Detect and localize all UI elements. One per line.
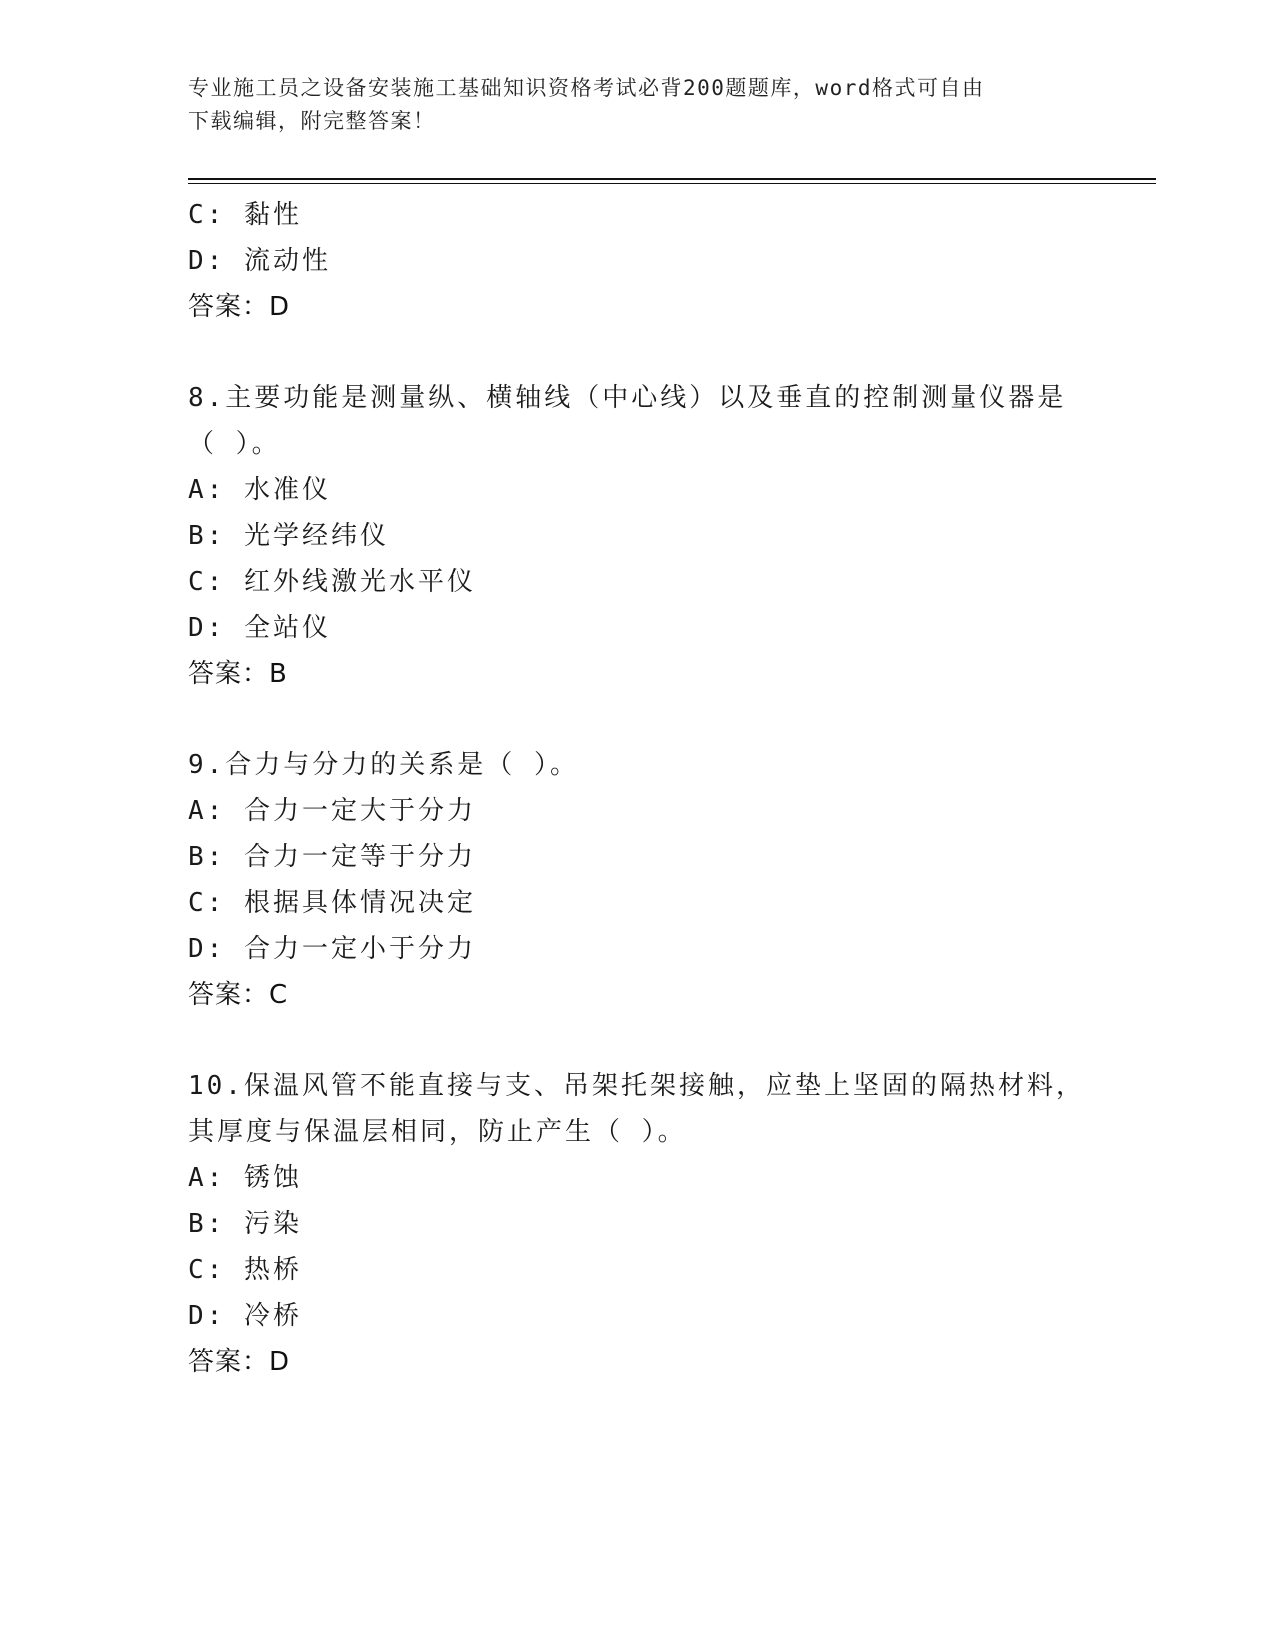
question-10: [188, 1063, 1088, 1385]
header-divider-thin: [188, 183, 1156, 184]
question-stem-line: 其厚度与保温层相同，防止产生（ ）。: [188, 1117, 687, 1147]
question-stem-line: 9.合力与分力的关系是（ ）。: [188, 750, 579, 780]
option-d: D: 冷桥: [188, 1301, 302, 1331]
option-d: D: 合力一定小于分力: [188, 934, 476, 964]
option-d: D: 流动性: [188, 246, 331, 276]
answer-line: 答案：B: [188, 659, 288, 689]
header-title-line-2: 下载编辑，附完整答案！: [188, 109, 436, 133]
header-title-line-1: 专业施工员之设备安装施工基础知识资格考试必背200题题库，word格式可自由: [188, 76, 985, 100]
answer-line: 答案：C: [188, 980, 289, 1010]
question-9: [188, 742, 1088, 1018]
answer-line: 答案：D: [188, 292, 291, 322]
question-stem-line: 8.主要功能是测量纵、横轴线（中心线）以及垂直的控制测量仪器是: [188, 383, 1067, 413]
question-stem-line: （ ）。: [188, 429, 281, 459]
option-b: B: 污染: [188, 1209, 302, 1239]
question-list: [188, 192, 1088, 1385]
option-b: B: 光学经纬仪: [188, 521, 389, 551]
question-8: [188, 375, 1088, 697]
answer-line: 答案：D: [188, 1347, 291, 1377]
option-c: C: 红外线激光水平仪: [188, 567, 476, 597]
question-7-tail: [188, 192, 1088, 330]
option-c: C: 热桥: [188, 1255, 302, 1285]
option-d: D: 全站仪: [188, 613, 331, 643]
option-c: C: 根据具体情况决定: [188, 888, 476, 918]
option-a: A: 合力一定大于分力: [188, 796, 476, 826]
option-a: A: 水准仪: [188, 475, 331, 505]
document-header: [188, 72, 1088, 138]
header-divider: [188, 178, 1156, 180]
question-stem-line: 10.保温风管不能直接与支、吊架托架接触，应垫上坚固的隔热材料，: [188, 1071, 1085, 1101]
option-a: A: 锈蚀: [188, 1163, 302, 1193]
option-b: B: 合力一定等于分力: [188, 842, 476, 872]
option-c: C: 黏性: [188, 200, 302, 230]
